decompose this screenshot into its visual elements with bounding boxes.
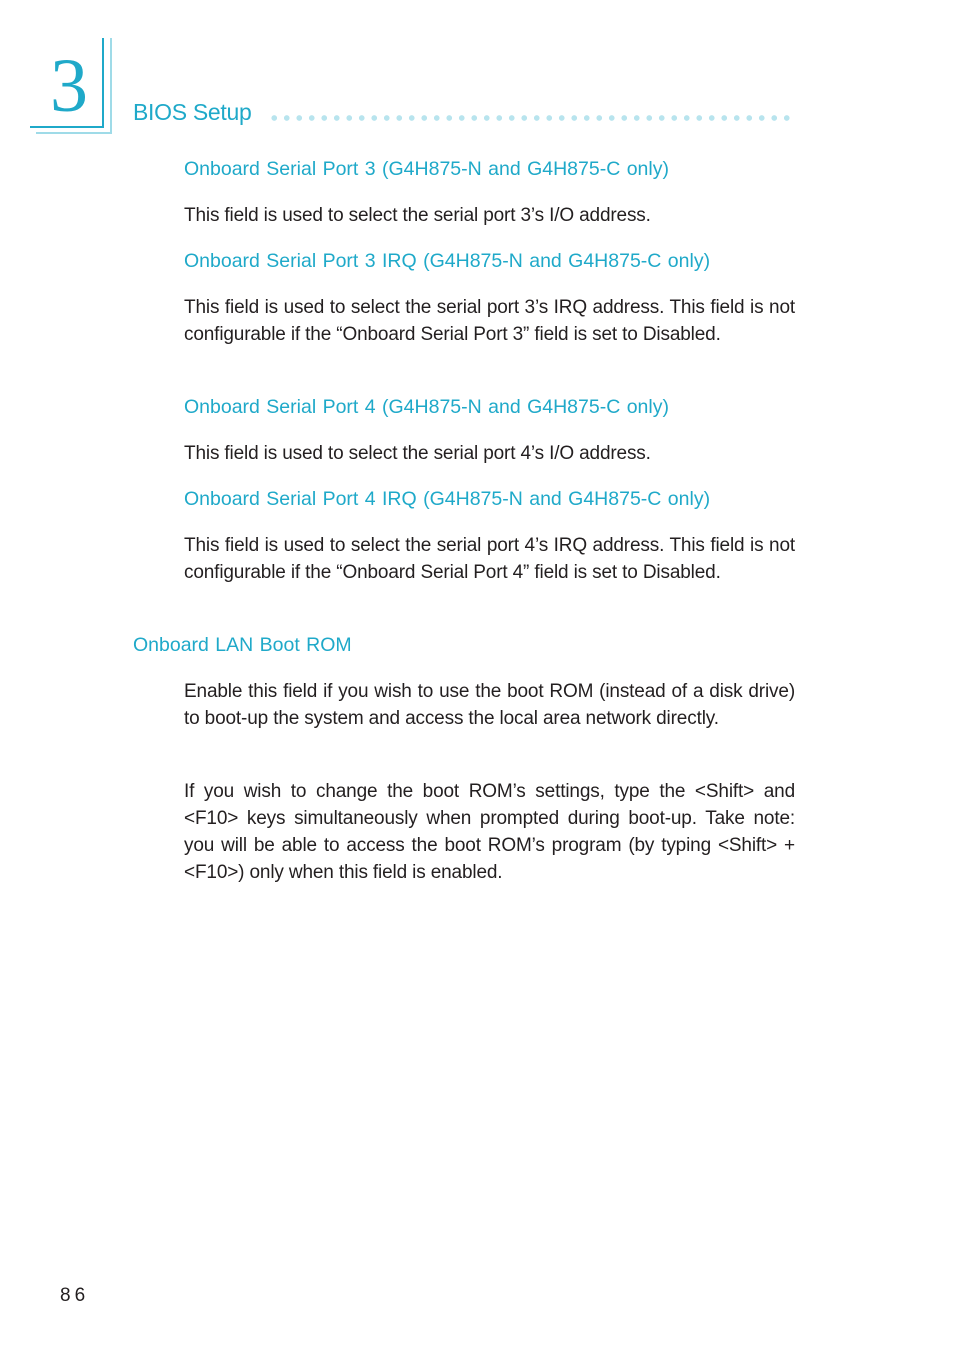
section-heading-serial-port-3-irq: Onboard Serial Port 3 IRQ (G4H875-N and G4H875-C only) xyxy=(184,250,711,272)
page-number: 86 xyxy=(60,1285,90,1306)
section-text-lan-boot-rom-1: Enable this field if you wish to use the boot ROM (instead of a disk drive) to boot-up the system and access the local area network directly. xyxy=(184,681,795,729)
section-text-lan-boot-rom-2: If you wish to change the boot ROM’s settings, type the <Shift> and <F10> keys simultaneously when prompted during boot-up. Take note: you will be able to access the boot ROM’s program (by typing <Shift> + <F10>) only when this field is enabled. xyxy=(184,781,795,883)
section-text-serial-port-4-irq: This field is used to select the serial port 4’s IRQ address. This field is not configurable if the “Onboard Serial Port 4” field is set to Disabled. xyxy=(184,535,795,583)
section-heading-serial-port-4-irq: Onboard Serial Port 4 IRQ (G4H875-N and G4H875-C only) xyxy=(184,488,711,510)
chapter-number: 3 xyxy=(50,44,88,128)
section-heading-lan-boot-rom: Onboard LAN Boot ROM xyxy=(133,634,352,656)
section-heading-serial-port-4: Onboard Serial Port 4 (G4H875-N and G4H875-C only) xyxy=(184,396,669,418)
chapter-marker xyxy=(30,38,108,130)
section-text-serial-port-4: This field is used to select the serial port 4’s I/O address. xyxy=(184,443,651,464)
section-text-serial-port-3: This field is used to select the serial port 3’s I/O address. xyxy=(184,205,651,226)
section-heading-serial-port-3: Onboard Serial Port 3 (G4H875-N and G4H875-C only) xyxy=(184,158,669,180)
section-text-serial-port-3-irq: This field is used to select the serial port 3’s IRQ address. This field is not configurable if the “Onboard Serial Port 3” field is set to Disabled. xyxy=(184,297,795,345)
chapter-title: BIOS Setup xyxy=(133,99,252,125)
header-dotted-rule xyxy=(268,114,796,122)
